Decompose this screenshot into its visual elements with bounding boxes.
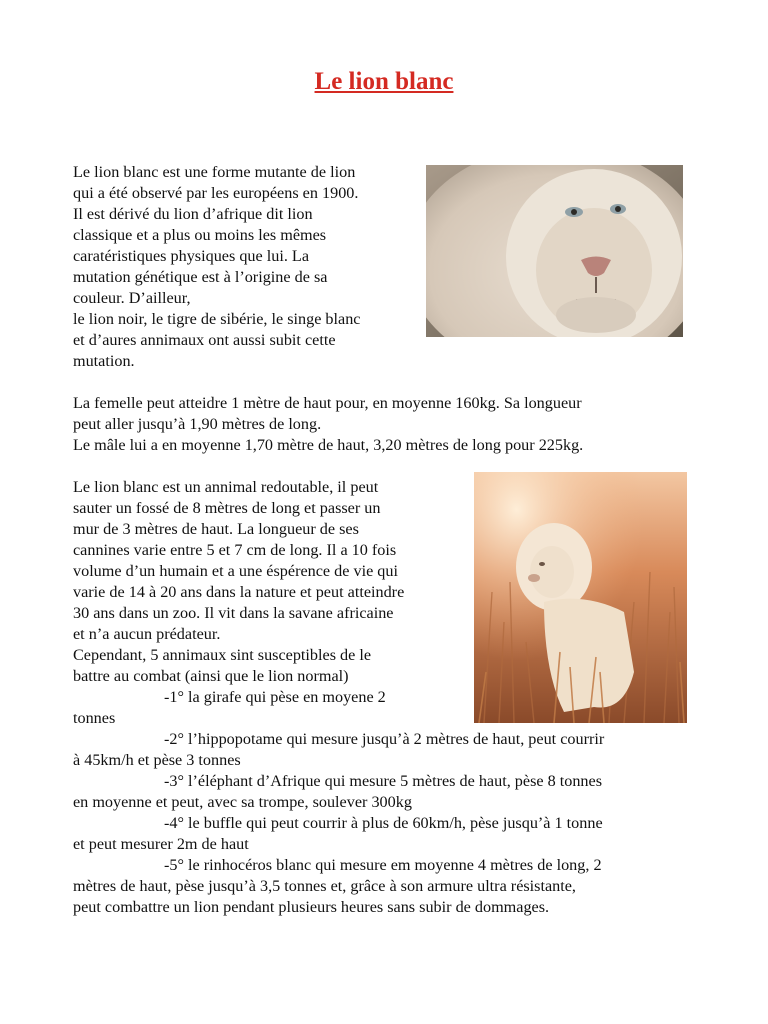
text-line: La femelle peut atteidre 1 mètre de haut pour, en moyenne 160kg. Sa longueur: [73, 394, 582, 412]
text-line: mutation génétique est à l’origine de sa: [73, 268, 328, 286]
white-lion-face-photo: [426, 165, 683, 337]
text-line: Le lion blanc est un annimal redoutable, il peut: [73, 478, 379, 496]
text-line: et n’a aucun prédateur.: [73, 625, 221, 643]
text-line: couleur. D’ailleur,: [73, 289, 191, 307]
text-line: volume d’un humain et a une éspérence de vie qui: [73, 562, 398, 580]
text-line: varie de 14 à 20 ans dans la nature et peut atteindre: [73, 583, 405, 601]
text-line: classique et a plus ou moins les mêmes: [73, 226, 327, 244]
text-line: Il est dérivé du lion d’afrique dit lion: [73, 205, 313, 223]
text-line: peut combattre un lion pendant plusieurs heures sans subir de dommages.: [73, 898, 550, 916]
text-line: à 45km/h et pèse 3 tonnes: [73, 751, 241, 769]
white-lion-in-grass-photo: [474, 472, 687, 723]
text-line: sauter un fossé de 8 mètres de long et passer un: [73, 499, 381, 517]
text-line: Le lion blanc est une forme mutante de lion: [73, 163, 356, 181]
predator-item-1: -1° la girafe qui pèse en moyene 2: [164, 688, 386, 706]
text-line: peut aller jusqu’à 1,90 mètres de long.: [73, 415, 322, 433]
text-line: en moyenne et peut, avec sa trompe, soulever 300kg: [73, 793, 412, 811]
text-line: battre au combat (ainsi que le lion normal): [73, 667, 349, 685]
text-line: tonnes: [73, 709, 116, 727]
ability-paragraph: [73, 477, 404, 729]
size-paragraph: [73, 393, 583, 456]
text-line: et d’aures annimaux ont aussi subit cette: [73, 331, 336, 349]
text-line: et peut mesurer 2m de haut: [73, 835, 249, 853]
text-line: Cependant, 5 annimaux sint susceptibles de le: [73, 646, 372, 664]
text-line: mètres de haut, pèse jusqu’à 3,5 tonnes et, grâce à son armure ultra résistante,: [73, 877, 576, 895]
text-line: mur de 3 mètres de haut. La longueur de ses: [73, 520, 359, 538]
page-title: Le lion blanc: [314, 68, 454, 95]
text-line: 30 ans dans un zoo. Il vit dans la savane africaine: [73, 604, 394, 622]
text-line: Le mâle lui a en moyenne 1,70 mètre de haut, 3,20 mètres de long pour 225kg.: [73, 436, 584, 454]
text-line: caratéristiques physiques que lui. La: [73, 247, 309, 265]
predator-item-4: -4° le buffle qui peut courrir à plus de 60km/h, pèse jusqu’à 1 tonne: [164, 814, 603, 832]
predator-item-2: -2° l’hippopotame qui mesure jusqu’à 2 mètres de haut, peut courrir: [164, 730, 605, 748]
intro-paragraph: [73, 162, 361, 372]
text-line: le lion noir, le tigre de sibérie, le singe blanc: [73, 310, 361, 328]
text-line: cannines varie entre 5 et 7 cm de long. Il a 10 fois: [73, 541, 397, 559]
predator-item-3: -3° l’éléphant d’Afrique qui mesure 5 mètres de haut, pèse 8 tonnes: [164, 772, 603, 790]
text-line: mutation.: [73, 352, 135, 370]
predators-paragraph: [73, 729, 604, 918]
text-line: qui a été observé par les européens en 1900.: [73, 184, 359, 202]
predator-item-5: -5° le rinhocéros blanc qui mesure em moyenne 4 mètres de long, 2: [164, 856, 602, 874]
